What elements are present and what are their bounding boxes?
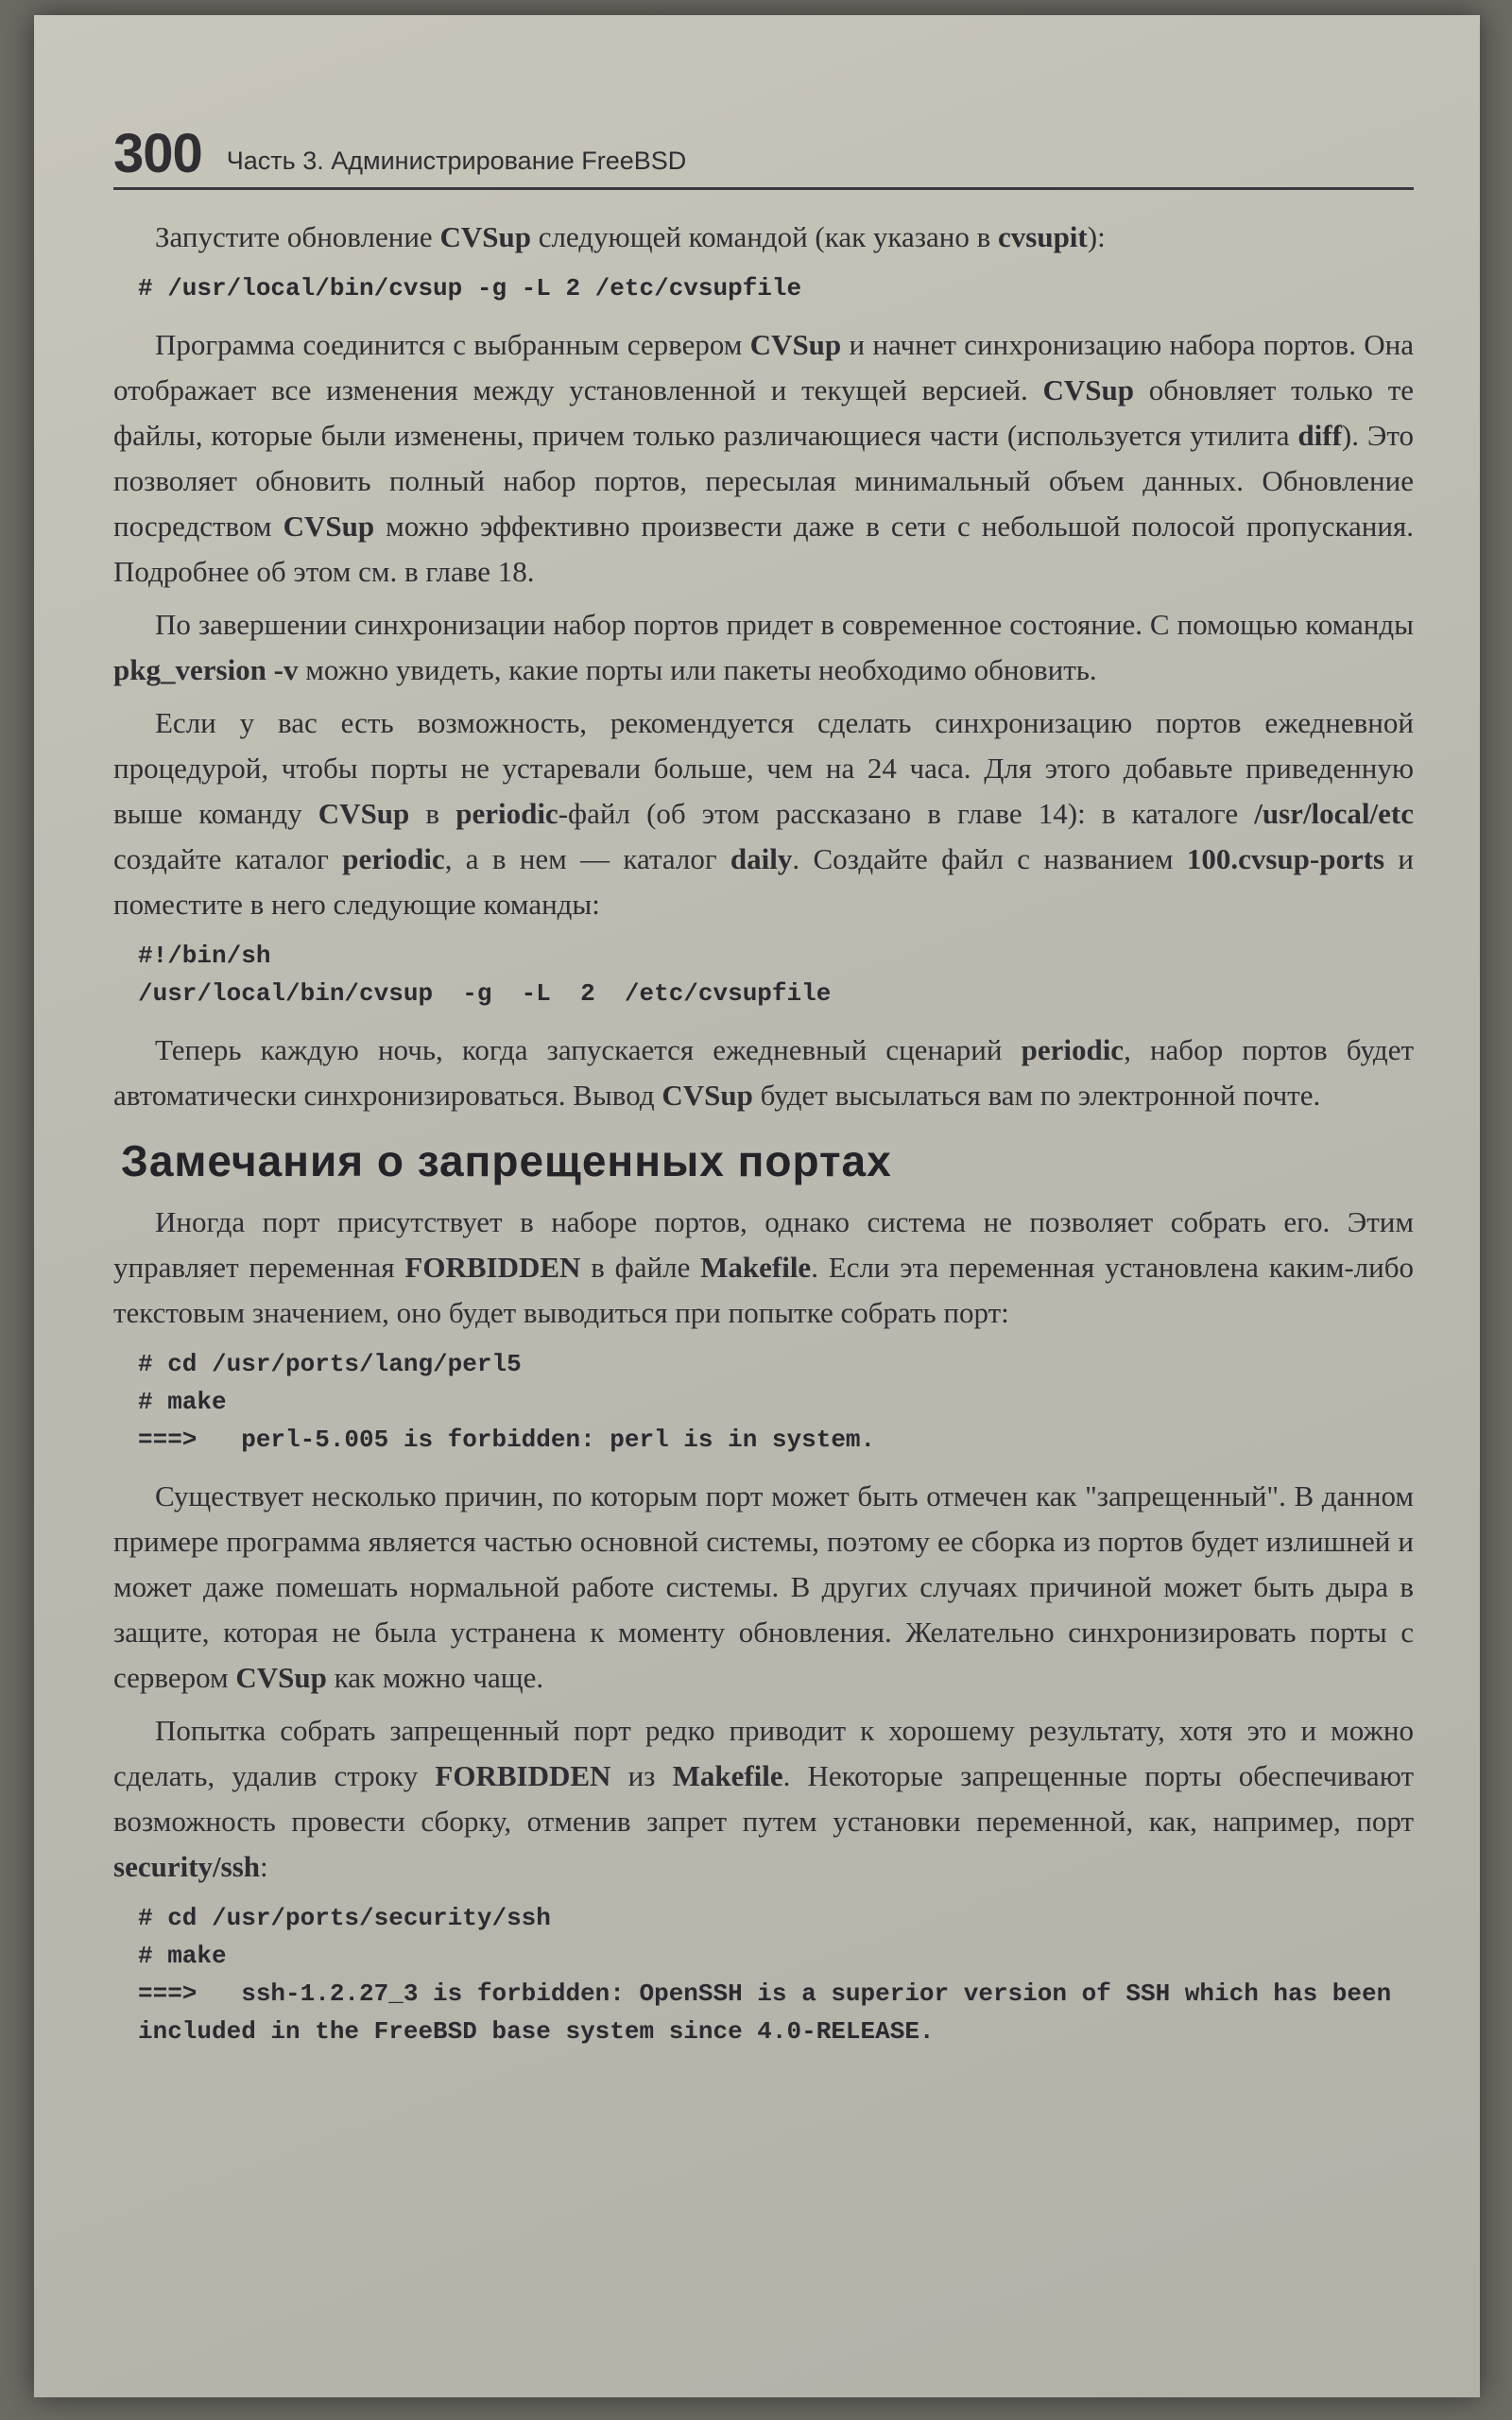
paragraph-forbidden-reasons: Существует несколько причин, по которым порт может быть отмечен как "запрещенный". В данном примере программа является частью основной системы, поэтому ее сборка из портов будет излишней и может даже помешать нормальной работе системы. В других случаях причиной может быть дыра в защите, которая не была устранена к моменту обновления. Желательно синхронизировать порты с сервером CVSup как можно чаще. xyxy=(113,1479,1414,1694)
code-block-perl-forbidden: # cd /usr/ports/lang/perl5 # make ===> perl-5.005 is forbidden: perl is in system. xyxy=(138,1350,876,1454)
paragraph-sync-description: Программа соединится с выбранным сервером CVSup и начнет синхронизацию набора портов. Она отображает все изменения между установленной и текущей версией. CVSup обновляет только те файлы, которые были изменены, причем только различающиеся части (используется утилита diff). Это позволяет обновить полный набор портов, пересылая минимальный объем данных. Обновление посредством CVSup можно эффективно произвести даже в сети с небольшой полосой пропускания. Подробнее об этом см. в главе 18. xyxy=(113,328,1415,588)
paragraph-forbidden-build: Попытка собрать запрещенный порт редко приводит к хорошему результату, хотя это и можно сделать, удалив строку FORBIDDEN из Makefile. Некоторые запрещенные порты обеспечивают возможность провести сборку, отменив запрет путем установки переменной, как, например, порт security/ssh: xyxy=(113,1714,1414,1883)
paragraph-pkg-version: По завершении синхронизации набор портов придет в современное состояние. С помощью команды pkg_version -v можно увидеть, какие порты или пакеты необходимо обновить. xyxy=(113,608,1414,686)
page-number: 300 xyxy=(113,123,202,184)
paragraph-forbidden-intro: Иногда порт присутствует в наборе портов, однако система не позволяет собрать его. Этим управляет переменная FORBIDDEN в файле Makefile. Если эта переменная установлена каким-либо текстовым значением, оно будет выводиться при попытке собрать порт: xyxy=(113,1205,1414,1329)
book-page xyxy=(34,15,1480,2397)
paragraph-run-cvsup: Запустите обновление CVSup следующей командой (как указано в cvsupit): xyxy=(155,220,1106,253)
section-title: Замечания о запрещенных портах xyxy=(121,1136,892,1185)
running-head: Часть 3. Администрирование FreeBSD xyxy=(226,146,687,175)
paragraph-nightly-run: Теперь каждую ночь, когда запускается ежедневный сценарий periodic, набор портов будет автоматически синхронизироваться. Вывод CVSup будет высылаться вам по электронной почте. xyxy=(113,1033,1415,1112)
code-block-periodic-script: #!/bin/sh /usr/local/bin/cvsup -g -L 2 /etc/cvsupfile xyxy=(138,942,832,1008)
page-header xyxy=(113,123,1414,190)
code-block-cvsup-command: # /usr/local/bin/cvsup -g -L 2 /etc/cvsupfile xyxy=(138,274,802,302)
code-block-ssh-forbidden: # cd /usr/ports/security/ssh # make ===> ssh-1.2.27_3 is forbidden: OpenSSH is a superior version of SSH which has been included in the FreeBSD base system since 4.0-RELEASE. xyxy=(138,1904,1392,2046)
paragraph-daily-sync: Если у вас есть возможность, рекомендуется сделать синхронизацию портов ежедневной процедурой, чтобы порты не устаревали больше, чем на 24 часа. Для этого добавьте приведенную выше команду CVSup в periodic-файл (об этом рассказано в главе 14): в каталоге /usr/local/etc создайте каталог periodic, а в нем — каталог daily. Создайте файл с названием 100.cvsup-ports и поместите в него следующие команды: xyxy=(113,706,1415,921)
